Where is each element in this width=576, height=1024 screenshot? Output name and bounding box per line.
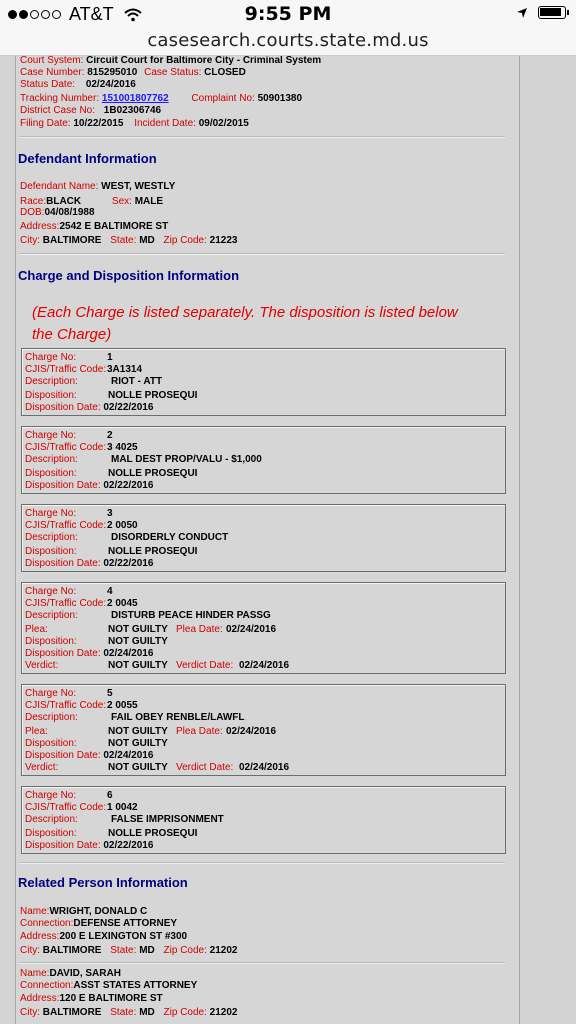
address-row: Address:2542 E BALTIMORE ST xyxy=(20,221,169,232)
charges-section-title: Charge and Disposition Information xyxy=(18,268,240,283)
divider xyxy=(19,962,505,964)
related-person-address: Address:120 E BALTIMORE ST xyxy=(20,993,163,1004)
address-bar[interactable]: casesearch.courts.state.md.us xyxy=(0,30,576,56)
related-person-connection: Connection:ASST STATES ATTORNEY xyxy=(20,980,198,991)
page-margin xyxy=(521,56,576,1024)
district-case-row: District Case No: 1B02306746 xyxy=(20,105,162,116)
location-arrow-icon xyxy=(516,7,528,19)
related-person-name: Name:DAVID, SARAH xyxy=(20,968,121,979)
case-number-row: Case Number: 815295010 Case Status: CLOSED xyxy=(20,67,246,78)
related-section-title: Related Person Information xyxy=(18,875,188,890)
clock: 9:55 PM xyxy=(244,3,332,25)
divider xyxy=(19,136,505,138)
divider xyxy=(19,862,505,864)
web-page xyxy=(0,56,576,1024)
related-person-connection: Connection:DEFENSE ATTORNEY xyxy=(20,918,178,929)
battery-icon xyxy=(538,6,566,19)
tracking-number-row: Tracking Number: 151001807762 Complaint No: 50901380 xyxy=(20,93,303,104)
filing-date-row: Filing Date: 10/22/2015 Incident Date: 09/02/2015 xyxy=(20,118,249,129)
dob-row: DOB:04/08/1988 xyxy=(20,207,95,218)
related-person-city: City: BALTIMORE State: MD Zip Code: 21202 xyxy=(20,1007,238,1018)
charge-box: Charge No: 4 CJIS/Traffic Code: 2 0045 Description: DISTURB PEACE HINDER PASSG Plea: NOT GUILTY Plea Date: 02/24/2016 Disposition: NOT GUILTY Disposition Date: 02/24/2016 Verdict: NOT GUILTY Verdict Date: 02/24/2016 xyxy=(21,582,506,674)
defendant-name-row: Defendant Name: WEST, WESTLY xyxy=(20,181,176,192)
related-person-name: Name:WRIGHT, DONALD C xyxy=(20,906,148,917)
charge-box: Charge No: 5 CJIS/Traffic Code: 2 0055 Description: FAIL OBEY RENBLE/LAWFL Plea: NOT GUILTY Plea Date: 02/24/2016 Disposition: NOT GUILTY Disposition Date: 02/24/2016 Verdict: NOT GUILTY Verdict Date: 02/24/2016 xyxy=(21,684,506,776)
charges-note: (Each Charge is listed separately. The disposition is listed below the Charge) xyxy=(32,304,458,343)
defendant-section-title: Defendant Information xyxy=(18,151,157,166)
race-sex-row: Race:BLACK Sex: MALE xyxy=(20,196,164,207)
related-person-city: City: BALTIMORE State: MD Zip Code: 21202 xyxy=(20,945,238,956)
charge-box: Charge No: 2 CJIS/Traffic Code: 3 4025 Description: MAL DEST PROP/VALU - $1,000 Disposition: NOLLE PROSEQUI Disposition Date: 02/22/2016 xyxy=(21,426,506,494)
carrier-name: AT&T xyxy=(69,4,114,24)
case-detail-panel xyxy=(15,56,520,1024)
charge-box: Charge No: 6 CJIS/Traffic Code: 1 0042 Description: FALSE IMPRISONMENT Disposition: NOLLE PROSEQUI Disposition Date: 02/22/2016 xyxy=(21,786,506,854)
related-person-address: Address:200 E LEXINGTON ST #300 xyxy=(20,931,188,942)
court-system-row: Court System: Circuit Court for Baltimore City - Criminal System xyxy=(20,56,322,66)
charge-box: Charge No: 3 CJIS/Traffic Code: 2 0050 Description: DISORDERLY CONDUCT Disposition: NOLLE PROSEQUI Disposition Date: 02/22/2016 xyxy=(21,504,506,572)
status-date-row: Status Date: 02/24/2016 xyxy=(20,79,136,90)
status-bar xyxy=(0,0,576,30)
charge-box: Charge No: 1 CJIS/Traffic Code: 3A1314 Description: RIOT - ATT Disposition: NOLLE PROSEQUI Disposition Date: 02/22/2016 xyxy=(21,348,506,416)
system-indicators xyxy=(516,6,566,19)
tracking-number-link[interactable]: 151001807762 xyxy=(101,93,169,104)
divider xyxy=(19,253,505,255)
city-row: City: BALTIMORE State: MD Zip Code: 21223 xyxy=(20,235,238,246)
